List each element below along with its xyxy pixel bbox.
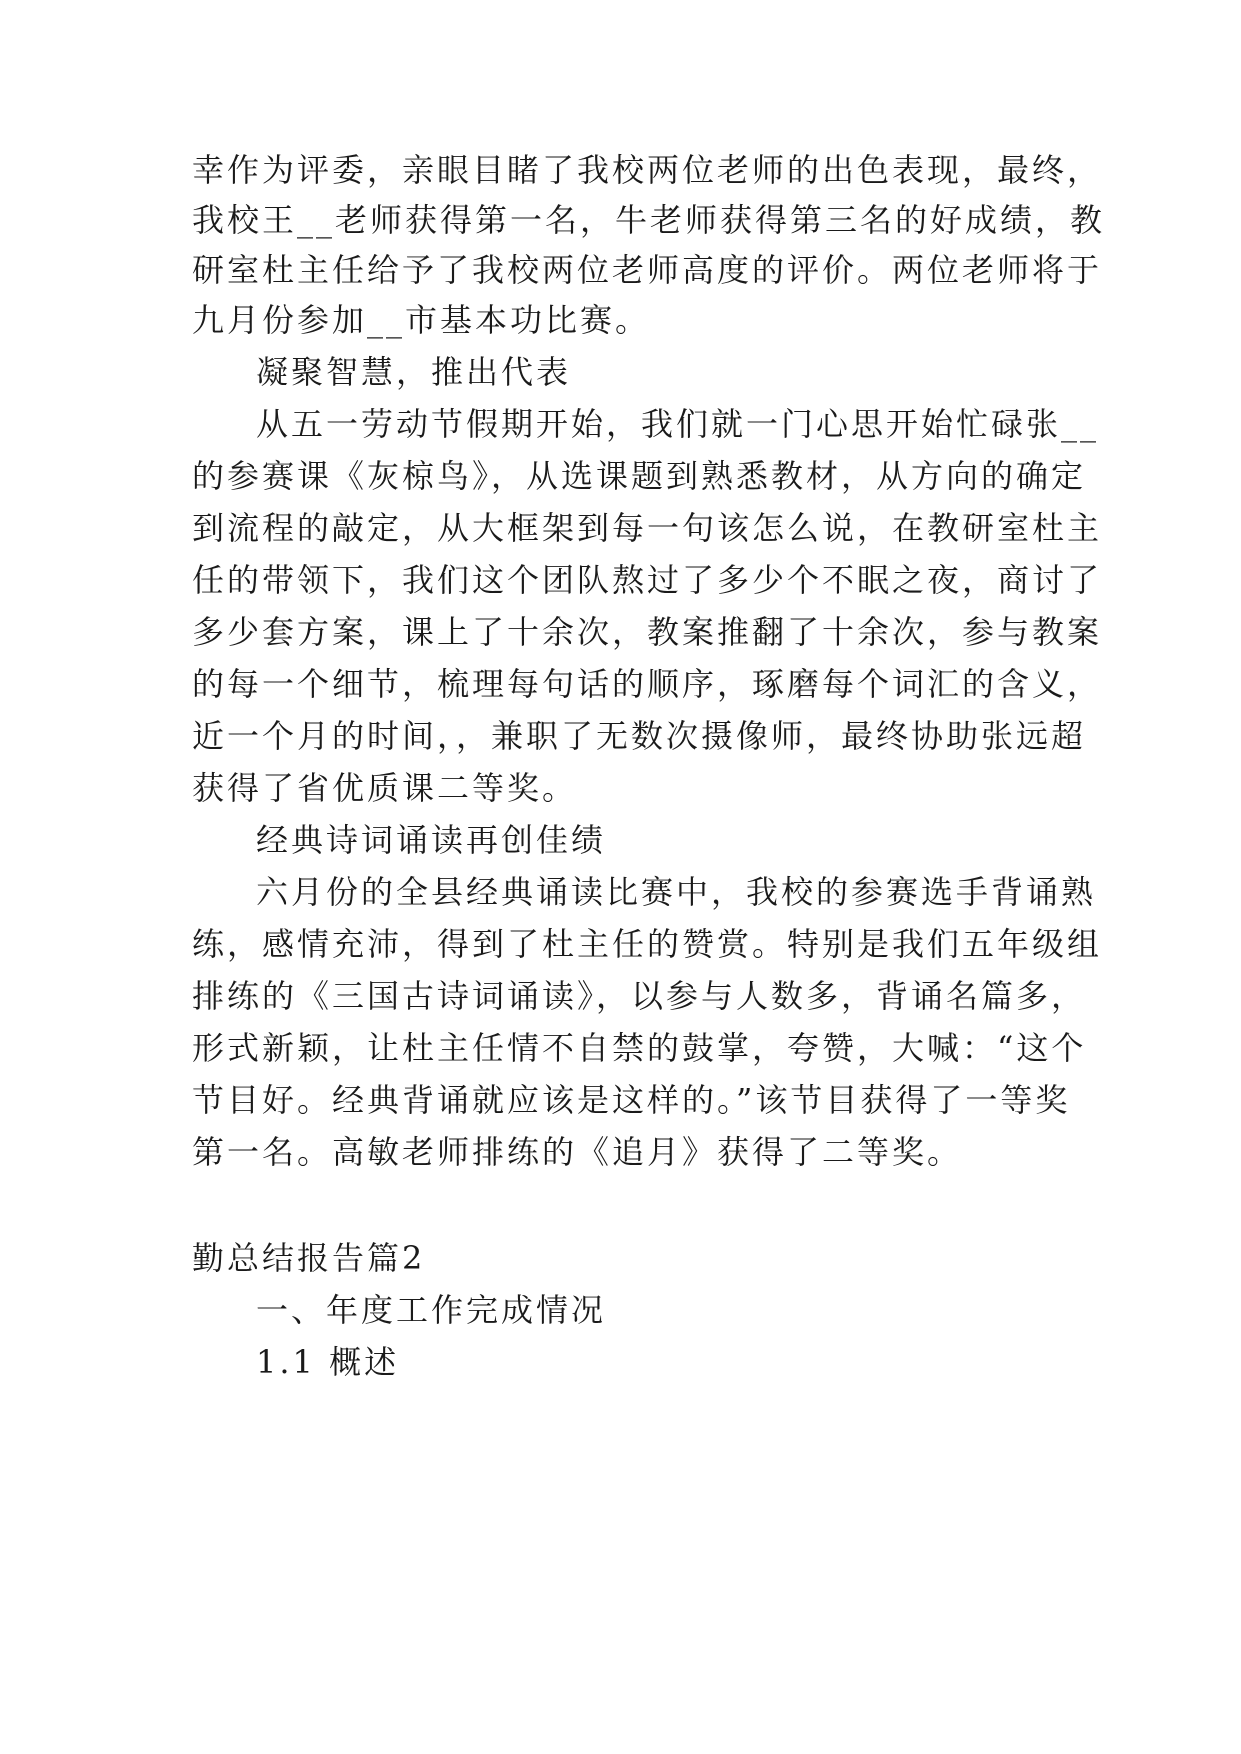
paragraph-line: 研室杜主任给予了我校两位老师高度的评价。两位老师将于	[192, 251, 1103, 289]
paragraph-line: 我校王__老师获得第一名，牛老师获得第三名的好成绩，教	[192, 201, 1106, 239]
section-heading: 凝聚智慧，推出代表	[256, 353, 572, 391]
paragraph-line: 形式新颖，让杜主任情不自禁的鼓掌，夸赞，大喊：“这个	[192, 1029, 1087, 1067]
paragraph-line: 获得了省优质课二等奖。	[192, 769, 578, 807]
report-title: 勤总结报告篇2	[192, 1239, 426, 1277]
paragraph-line: 节目好。经典背诵就应该是这样的。”该节目获得了一等奖	[192, 1081, 1071, 1119]
paragraph-line: 第一名。高敏老师排练的《追月》获得了二等奖。	[192, 1133, 963, 1171]
paragraph-line: 九月份参加__市基本功比赛。	[192, 301, 651, 339]
paragraph-line: 多少套方案，课上了十余次，教案推翻了十余次，参与教案	[192, 613, 1103, 651]
paragraph-line: 到流程的敲定，从大框架到每一句该怎么说，在教研室杜主	[192, 509, 1103, 547]
paragraph-line: 近一个月的时间，，兼职了无数次摄像师，最终协助张远超	[192, 717, 1087, 755]
paragraph-line: 幸作为评委，亲眼目睹了我校两位老师的出色表现，最终，	[192, 151, 1103, 189]
paragraph-line: 从五一劳动节假期开始，我们就一门心思开始忙碌张__	[256, 405, 1100, 443]
paragraph-line: 的每一个细节，梳理每句话的顺序，琢磨每个词汇的含义，	[192, 665, 1103, 703]
paragraph-line: 排练的《三国古诗词诵读》，以参与人数多，背诵名篇多，	[192, 977, 1087, 1015]
subsection-heading: 1.1 概述	[256, 1343, 400, 1381]
paragraph-line: 练，感情充沛，得到了杜主任的赞赏。特别是我们五年级组	[192, 925, 1103, 963]
paragraph-line: 的参赛课《灰椋鸟》，从选课题到熟悉教材，从方向的确定	[192, 457, 1087, 495]
paragraph-line: 六月份的全县经典诵读比赛中，我校的参赛选手背诵熟	[256, 873, 1097, 911]
section-heading: 一、年度工作完成情况	[256, 1291, 607, 1329]
section-heading: 经典诗词诵读再创佳绩	[256, 821, 607, 859]
paragraph-line: 任的带领下，我们这个团队熬过了多少个不眠之夜，商讨了	[192, 561, 1103, 599]
